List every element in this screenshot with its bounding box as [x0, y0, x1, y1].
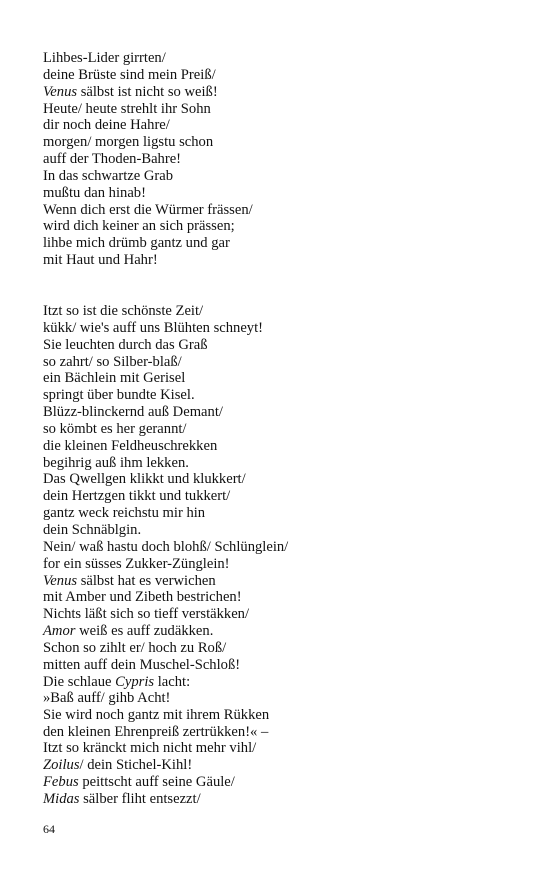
- poem-line: Nein/ waß hastu doch blohß/ Schlünglein/: [43, 538, 289, 555]
- poem-stanza-2: [43, 303, 288, 741]
- poem-line: Heute/ heute strehlt ihr Sohn: [43, 100, 211, 117]
- poem-line: Wenn dich erst die Würmer frässen/: [43, 201, 253, 218]
- poem-line: Venus sälbst ist nicht so weiß!: [43, 83, 218, 100]
- poem-line: begihrig auß ihm lekken.: [43, 454, 189, 471]
- poem-line: Venus sälbst hat es verwichen: [43, 572, 216, 589]
- poem-line: Amor weiß es auff zudäkken.: [43, 623, 214, 640]
- poem-line: dein Schnäblgin.: [43, 521, 142, 538]
- poem-stanza-1: [43, 50, 253, 269]
- poem-stanza-3: [43, 740, 256, 807]
- poem-line: gantz weck reichstu mir hin: [43, 505, 206, 522]
- poem-line: ein Bächlein mit Gerisel: [43, 370, 186, 387]
- poem-line: dir noch deine Hahre/: [43, 117, 170, 134]
- poem-line: Zoilus/ dein Stichel-Kihl!: [43, 756, 193, 773]
- poem-line: In das schwartze Grab: [43, 167, 174, 184]
- poem-line: springt über bundte Kisel.: [43, 387, 195, 404]
- poem-line: Midas sälber fliht entsezzt/: [43, 790, 201, 807]
- poem-line: die kleinen Feldheuschrekken: [43, 437, 218, 454]
- poem-line: dein Hertzgen tikkt und tukkert/: [43, 488, 231, 505]
- poem-line: Die schlaue Cypris lacht:: [43, 673, 191, 690]
- poem-line: for ein süsses Zukker-Zünglein!: [43, 555, 230, 572]
- poem-line: den kleinen Ehrenpreiß zertrükken!« –: [43, 724, 269, 741]
- poem-line: Itzt so ist die schönste Zeit/: [43, 303, 204, 319]
- poem-line: Sie wird noch gantz mit ihrem Rükken: [43, 707, 270, 724]
- poem-line: Blüzz-blinckernd auß Demant/: [43, 404, 223, 421]
- poem-line: mußtu dan hinab!: [43, 184, 146, 201]
- poem-line: mit Haut und Hahr!: [43, 252, 158, 269]
- page-number: 64: [43, 822, 55, 836]
- poem-line: Febus peittscht auff seine Gäule/: [43, 773, 235, 790]
- poem-line: Itzt so kränckt mich nicht mehr vihl/: [43, 740, 257, 756]
- poem-line: Das Qwellgen klikkt und klukkert/: [43, 471, 246, 488]
- poem-line: lihbe mich drümb gantz und gar: [43, 235, 230, 252]
- poem-line: morgen/ morgen ligstu schon: [43, 134, 214, 151]
- poem-line: Sie leuchten durch das Graß: [43, 336, 208, 353]
- poem-line: Lihbes-Lider girrten/: [43, 50, 166, 66]
- poem-line: deine Brüste sind mein Preiß/: [43, 66, 216, 83]
- poem-line: kükk/ wie's auff uns Blühten schneyt!: [43, 319, 264, 336]
- poem-line: »Baß auff/ gihb Acht!: [43, 690, 171, 707]
- poem-line: Nichts läßt sich so tieff verstäkken/: [43, 606, 250, 623]
- poem-line: mitten auff dein Muschel-Schloß!: [43, 656, 241, 673]
- poem-line: so kömbt es her gerannt/: [43, 420, 187, 437]
- poem-line: mit Amber und Zibeth bestrichen!: [43, 589, 242, 606]
- poem-line: wird dich keiner an sich prässen;: [43, 218, 235, 235]
- poem-line: auff der Thoden-Bahre!: [43, 151, 182, 168]
- poem-line: Schon so zihlt er/ hoch zu Roß/: [43, 639, 227, 656]
- poem-line: so zahrt/ so Silber-blaß/: [43, 353, 182, 370]
